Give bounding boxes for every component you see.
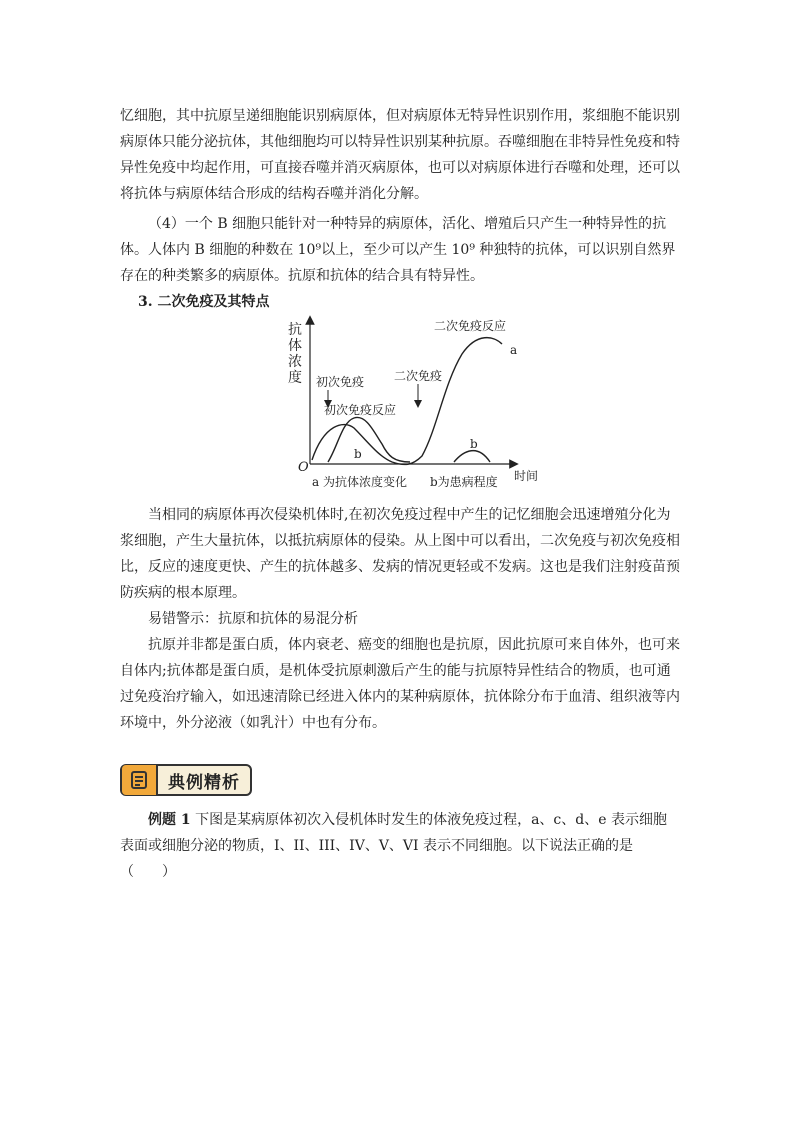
y-axis-label-char-3: 浓 <box>288 354 302 370</box>
error-warning-title: 易错警示：抗原和抗体的易混分析 <box>148 611 358 627</box>
y-axis-label-char-2: 体 <box>288 338 302 354</box>
label-curve-b-primary: b <box>354 447 362 461</box>
paragraph-secondary-response: 当相同的病原体再次侵染机体时,在初次免疫过程中产生的记忆细胞会迅速增殖分化为浆细胞，产生大量抗体，以抵抗病原体的侵染。从上图中可以看出，二次免疫与初次免疫相比，反应的速度更快、产生的抗体越多、发病的情况更轻或不发病。这也是我们注射疫苗预防疾病的根本原理。 <box>120 507 680 601</box>
y-axis-label-char-1: 抗 <box>288 322 302 338</box>
legend-b: b为患病程度 <box>430 475 498 489</box>
label-curve-a: a <box>510 343 518 357</box>
document-icon <box>122 765 158 795</box>
label-primary-response: 初次免疫反应 <box>324 403 397 417</box>
x-axis-label: 时间 <box>514 469 539 483</box>
example-title: 例题 1 <box>148 812 191 828</box>
answer-blank: （ ） <box>120 864 176 880</box>
label-secondary-response: 二次免疫反应 <box>434 319 507 333</box>
example-text: 下图是某病原体初次入侵机体时发生的体液免疫过程，a、c、d、e 表示细胞表面或细胞分泌的物质，I、II、III、IV、V、VI 表示不同细胞。以下说法正确的是 <box>120 812 667 854</box>
label-secondary-immunization: 二次免疫 <box>394 369 443 383</box>
secondary-immune-response-figure <box>282 314 544 492</box>
paragraph-b-cell-specificity: （4）一个 B 细胞只能针对一种特异的病原体，活化、增殖后只产生一种特异性的抗体。人体内 B 细胞的种数在 10⁹以上，至少可以产生 10⁹ 种独特的抗体，可以识别自然界存在的种类繁多的病原体。抗原和抗体的结合具有特异性。 <box>120 216 676 284</box>
paragraph-antigen-antibody: 抗原并非都是蛋白质，体内衰老、癌变的细胞也是抗原，因此抗原可来自体外，也可来自体内;抗体都是蛋白质，是机体受抗原刺激后产生的能与抗原特异性结合的物质，也可通过免疫治疗输入，如迅速清除已经进入体内的某种病原体，抗体除分布于血清、组织液等内环境中，外分泌液（如乳汁）中也有分布。 <box>120 637 680 731</box>
paragraph-memory-cells: 忆细胞，其中抗原呈递细胞能识别病原体，但对病原体无特异性识别作用，浆细胞不能识别病原体只能分泌抗体，其他细胞均可以特异性识别某种抗原。吞噬细胞在非特异性免疫和特异性免疫中均起作用，可直接吞噬并消灭病原体，也可以对病原体进行吞噬和处理，还可以将抗体与病原体结合形成的结构吞噬并消化分解。 <box>120 108 680 202</box>
disease-curve-b-secondary <box>454 451 490 462</box>
banner-label: 典例精析 <box>168 772 240 793</box>
y-axis-label-char-4: 度 <box>288 370 302 386</box>
example-question <box>120 807 680 859</box>
legend-a: a 为抗体浓度变化 <box>312 475 407 489</box>
label-primary-immunization: 初次免疫 <box>316 375 365 389</box>
label-curve-b-secondary: b <box>470 437 478 451</box>
typical-example-banner <box>120 764 252 796</box>
origin-label: O <box>298 460 309 475</box>
section-title: 3. 二次免疫及其特点 <box>138 294 270 310</box>
